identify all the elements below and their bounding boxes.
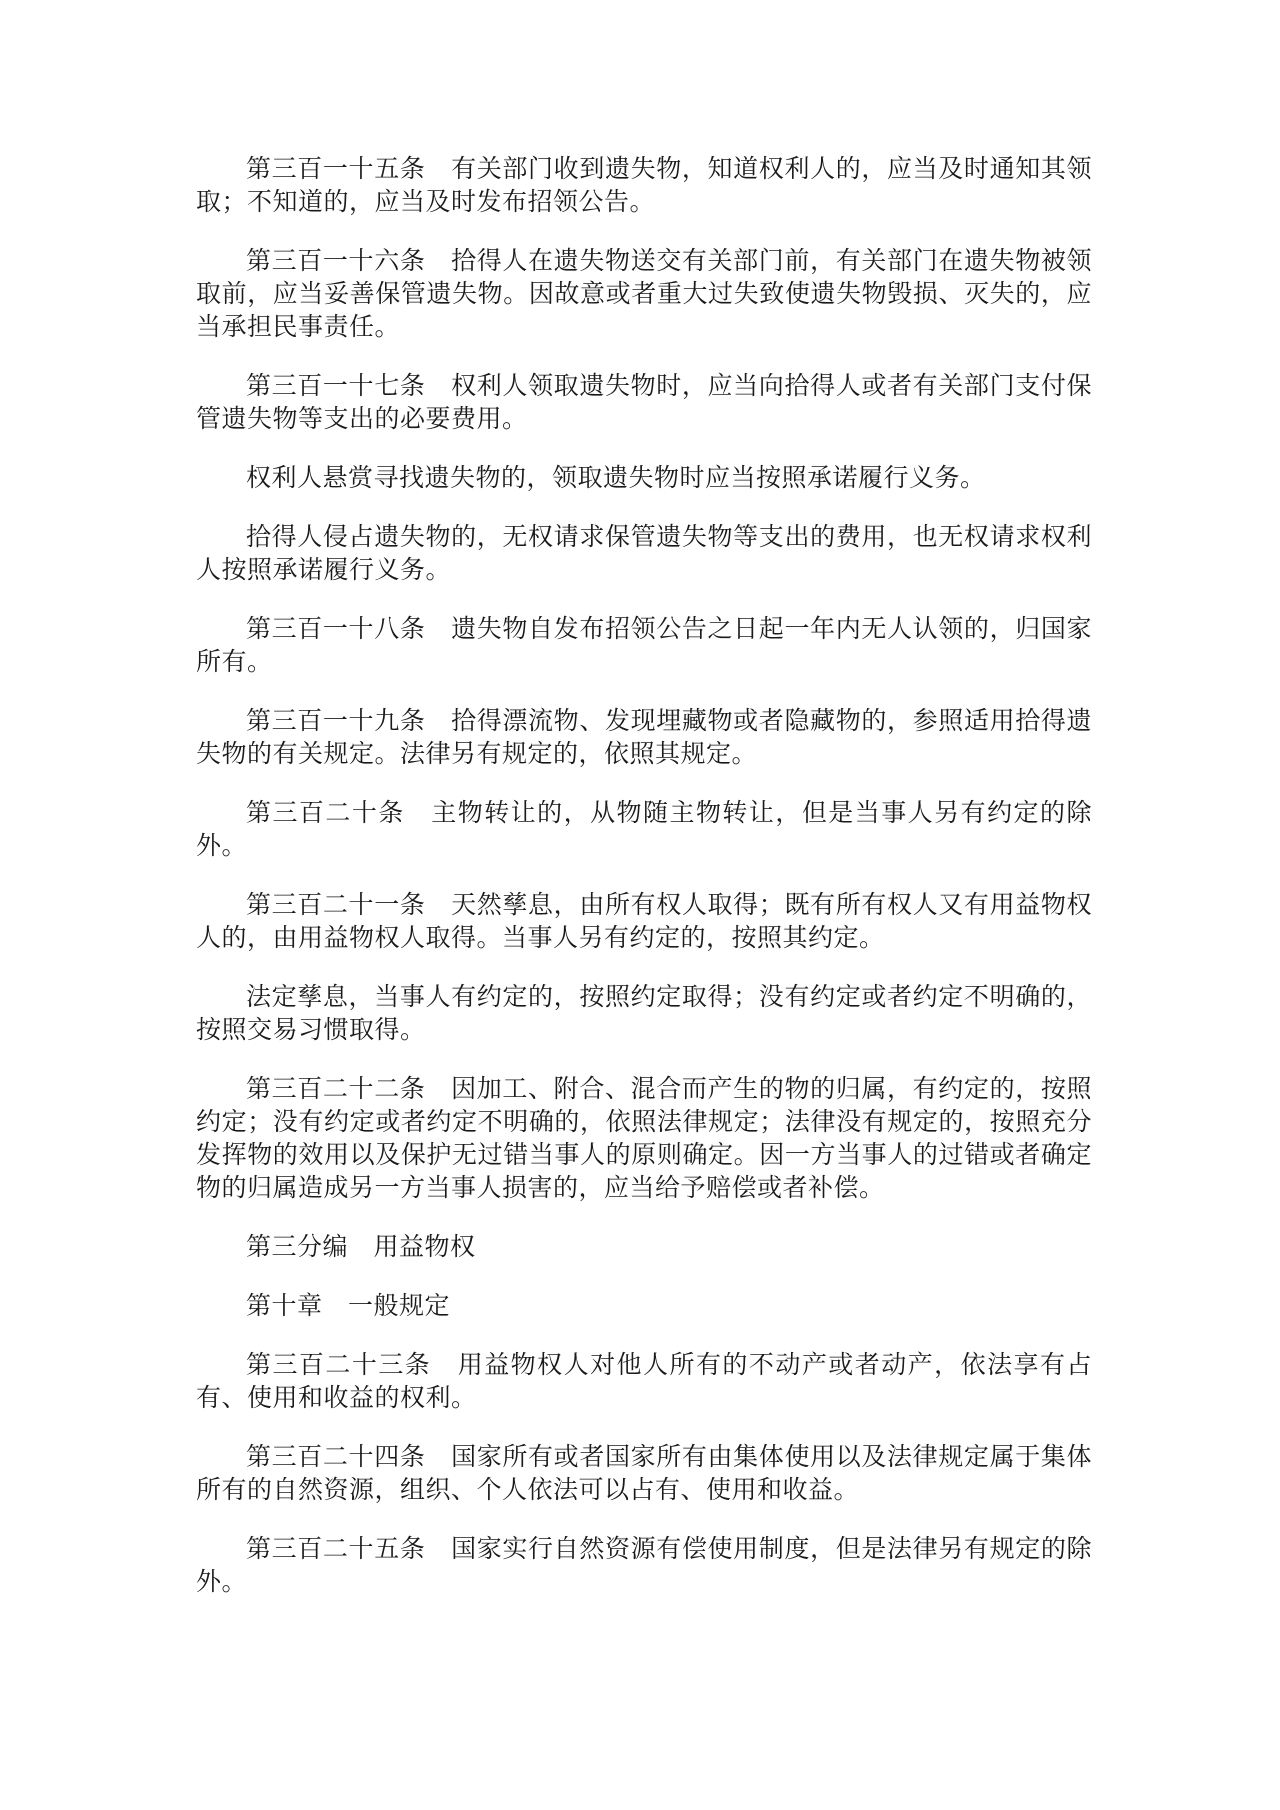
part-heading: 第三分编 用益物权: [246, 1232, 476, 1261]
document-page: [196, 152, 1092, 1624]
article-320: 第三百二十条 主物转让的，从物随主物转让，但是当事人另有约定的除外。: [196, 798, 1092, 860]
article-324: 第三百二十四条 国家所有或者国家所有由集体使用以及法律规定属于集体所有的自然资源，组织、个人依法可以占有、使用和收益。: [196, 1442, 1092, 1504]
article-318: 第三百一十八条 遗失物自发布招领公告之日起一年内无人认领的，归国家所有。: [196, 614, 1092, 676]
article-319: 第三百一十九条 拾得漂流物、发现埋藏物或者隐藏物的，参照适用拾得遗失物的有关规定。法律另有规定的，依照其规定。: [196, 706, 1092, 768]
article-323: 第三百二十三条 用益物权人对他人所有的不动产或者动产，依法享有占有、使用和收益的权利。: [196, 1350, 1092, 1412]
article-322: 第三百二十二条 因加工、附合、混合而产生的物的归属，有约定的，按照约定；没有约定或者约定不明确的，依照法律规定；法律没有规定的，按照充分发挥物的效用以及保护无过错当事人的原则确定。因一方当事人的过错或者确定物的归属造成另一方当事人损害的，应当给予赔偿或者补偿。: [196, 1074, 1092, 1202]
article-316: 第三百一十六条 拾得人在遗失物送交有关部门前，有关部门在遗失物被领取前，应当妥善保管遗失物。因故意或者重大过失致使遗失物毁损、灭失的，应当承担民事责任。: [196, 246, 1092, 341]
article-315: 第三百一十五条 有关部门收到遗失物，知道权利人的，应当及时通知其领取；不知道的，应当及时发布招领公告。: [196, 154, 1092, 216]
article-321-paragraph-2: 法定孳息，当事人有约定的，按照约定取得；没有约定或者约定不明确的，按照交易习惯取得。: [196, 982, 1092, 1044]
article-325: 第三百二十五条 国家实行自然资源有偿使用制度，但是法律另有规定的除外。: [196, 1534, 1092, 1596]
article-317-paragraph-2: 权利人悬赏寻找遗失物的，领取遗失物时应当按照承诺履行义务。: [246, 463, 986, 492]
chapter-heading: 第十章 一般规定: [246, 1291, 451, 1320]
article-317: 第三百一十七条 权利人领取遗失物时，应当向拾得人或者有关部门支付保管遗失物等支出的必要费用。: [196, 371, 1092, 433]
article-317-paragraph-3: 拾得人侵占遗失物的，无权请求保管遗失物等支出的费用，也无权请求权利人按照承诺履行义务。: [196, 522, 1092, 584]
article-321: 第三百二十一条 天然孳息，由所有权人取得；既有所有权人又有用益物权人的，由用益物权人取得。当事人另有约定的，按照其约定。: [196, 890, 1092, 952]
